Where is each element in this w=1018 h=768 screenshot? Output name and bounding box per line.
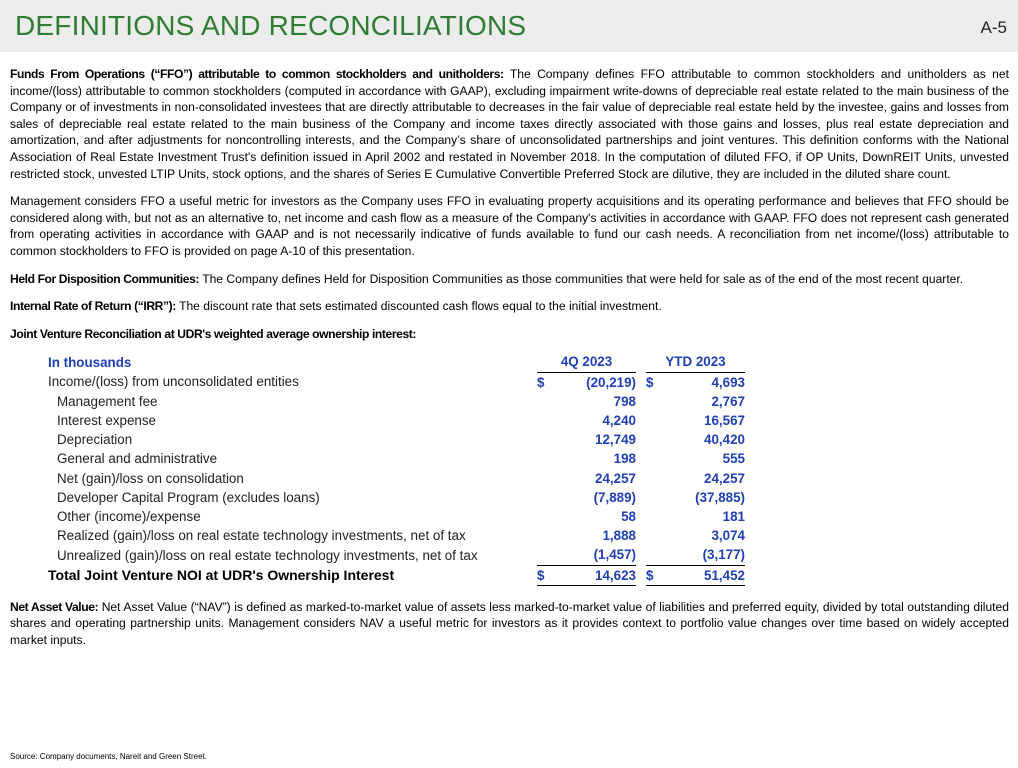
page-number: A-5 [980,18,1007,37]
page-title: DEFINITIONS AND RECONCILIATIONS [15,10,527,41]
currency-symbol: $ [646,374,654,390]
table-row [48,469,745,488]
row-label: Depreciation [57,432,133,448]
nav-text: Net Asset Value (“NAV”) is defined as marked-to-market value of assets less marked-to-market value of liabilities and preferred equity, divided by total outstanding diluted shares and operating partnership units. Management considers NAV a useful metric for investors as it provides context to portfolio value changes over time based on widely accepted market inputs. [10,599,1009,647]
col-header-label: In thousands [48,354,132,370]
irr-paragraph [10,298,1009,315]
irr-text: The discount rate that sets estimated discounted cash flows equal to the initial investment. [175,299,662,314]
value-ytd: 181 [722,508,745,524]
ffo-label: Funds From Operations (“FFO”) attributable to common stockholders and unitholders: [10,67,504,81]
value-4q: 1,888 [602,528,636,544]
value-4q: 24,257 [595,470,636,486]
nav-label: Net Asset Value: [10,599,99,614]
row-label: Realized (gain)/loss on real estate technology investments, net of tax [57,528,466,544]
table-header-row [48,352,745,372]
table-row [48,372,745,392]
table-row [48,449,745,468]
currency-symbol: $ [646,565,668,585]
currency-symbol: $ [537,565,559,585]
nav-paragraph [10,599,1009,649]
value-4q: 58 [621,508,636,524]
value-ytd: 3,074 [711,528,745,544]
value-4q: 4,240 [602,412,636,428]
value-4q: (7,889) [593,489,636,505]
source-note: Source: Company documents, Nareit and Green Street. [10,752,207,761]
total-label: Total Joint Venture NOI at UDR's Ownership Interest [48,566,395,583]
row-label: Net (gain)/loss on consolidation [57,470,244,486]
value-ytd: 24,257 [704,470,745,486]
value-ytd: 16,567 [704,412,745,428]
row-label: Unrealized (gain)/loss on real estate technology investments, net of tax [57,547,478,563]
value-4q: 198 [613,451,636,467]
table-row [48,526,745,545]
row-label: Developer Capital Program (excludes loans) [57,489,320,505]
value-ytd: 4,693 [711,374,745,390]
header-bar [0,0,1018,52]
col-header-ytd: YTD 2023 [646,352,745,372]
row-label: General and administrative [57,451,218,467]
row-label: Interest expense [57,412,157,428]
value-ytd: (3,177) [668,545,745,565]
table-row [48,507,745,526]
table-row [48,430,745,449]
hfd-paragraph [10,271,1009,288]
currency-symbol: $ [537,374,545,390]
total-row [48,565,745,585]
row-label: Management fee [57,393,158,409]
table-row [48,545,745,565]
value-4q: 12,749 [595,432,636,448]
hfd-text: The Company defines Held for Disposition Communities as those communities that were held for sale as of the end of the most recent quarter. [199,271,964,286]
jv-title: Joint Venture Reconciliation at UDR's weighted average ownership interest: [10,326,417,341]
ffo-paragraph-2: Management considers FFO a useful metric for investors as the Company uses FFO in evaluating property acquisitions and its operating performance and believes that FFO should be considered along with, but not as an alternative to, net income and cash flow as a measure of the Company's activities in accordance with GAAP. FFO does not represent cash generated from operating activities in accordance with GAAP and is not necessarily indicative of funds available to fund our cash needs. A reconciliation from net income/(loss) attributable to common stockholders to FFO is provided on page A-10 of this presentation. [10,194,1009,258]
col-header-4q: 4Q 2023 [537,352,636,372]
table-row [48,488,745,507]
row-label: Income/(loss) from unconsolidated entities [48,374,299,390]
value-4q: (20,219) [586,374,636,390]
hfd-label: Held For Disposition Communities: [10,271,200,286]
value-ytd: 2,767 [711,393,745,409]
value-4q: (1,457) [559,545,636,565]
row-label: Other (income)/expense [57,508,201,524]
ffo-text: The Company defines FFO attributable to common stockholders and unitholders as net income/(loss) attributable to common stockholders (computed in accordance with GAAP), excluding impairment write-downs of depreciable real estate related to the main business of the Company or of investments in non-consolidated investees that are directly attributable to decreases in the fair value of depreciable real estate held by the investee, gains and losses from sales of depreciable real estate related to the main business of the Company and income taxes directly associated with those gains and losses, plus real estate depreciation and amortization, and after adjustments for noncontrolling interests, and the Company’s share of unconsolidated partnerships and joint ventures. This definition conforms with the National Association of Real Estate Investment Trust's definition issued in April 2002 and restated in November 2018. In the computation of diluted FFO, if OP Units, DownREIT Units, unvested restricted stock, unvested LTIP Units, stock options, and the shares of Series E Cumulative Convertible Preferred Stock are dilutive, they are included in the diluted share count. [10,67,1009,181]
content-body [10,66,1009,660]
value-ytd: (37,885) [695,489,745,505]
table-row [48,392,745,411]
table-row [48,411,745,430]
ffo-paragraph [10,66,1009,182]
irr-label: Internal Rate of Return (“IRR”): [10,299,176,314]
value-ytd: 555 [722,451,745,467]
value-ytd: 40,420 [704,432,745,448]
jv-reconciliation-table [48,352,745,585]
value-4q: 798 [613,393,636,409]
total-4q: 14,623 [559,565,636,585]
total-ytd: 51,452 [668,565,745,585]
